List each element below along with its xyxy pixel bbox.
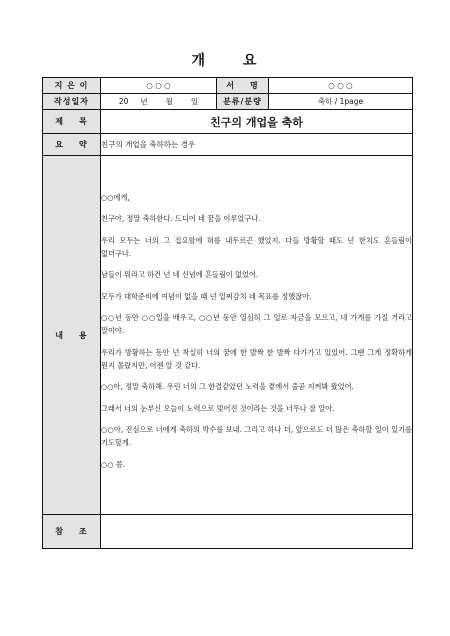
reference-label: 참 조 — [43, 515, 101, 549]
date-year-prefix: 20 — [118, 97, 129, 106]
content-paragraph: 우리 모두는 너의 그 집요함에 혀를 내두르곤 했었지. 다들 방황할 때도 넌 한치도 흔들림이 없더구나. — [101, 235, 412, 258]
document-title — [0, 50, 450, 70]
summary-label: 요 약 — [43, 134, 101, 156]
author-label: 지 은 이 — [43, 78, 101, 94]
content-paragraph: 남들이 뭐라고 하건 넌 네 신념에 흔들림이 없었어. — [101, 270, 259, 280]
author-row — [43, 78, 413, 94]
content-body[interactable] — [101, 156, 413, 515]
reference-row — [43, 515, 413, 549]
content-paragraph: 우리가 방황하는 동안 넌 착실히 너의 꿈에 한 발짝 한 발짝 다가가고 있었어. 그땐 그게 정확하게 뭔지 몰랐지만, 이젠 알 것 같다. — [101, 347, 412, 370]
document-title-left: 개 — [191, 53, 207, 69]
subject-value[interactable]: 친구의 개업을 축하 — [101, 110, 413, 134]
content-paragraph: ○○에게, — [101, 192, 130, 202]
category-value[interactable]: 축하 / 1page — [269, 94, 413, 110]
signature-value[interactable]: ○ ○ ○ — [269, 78, 413, 94]
subject-label: 제 목 — [43, 110, 101, 134]
summary-value[interactable]: 친구의 개업을 축하하는 경우 — [101, 134, 413, 156]
content-paragraph: ○○아, 진심으로 너에게 축하의 박수를 보내. 그리고 하나 더, 앞으로도 더 많은 축하할 일이 있기를 기도할게. — [101, 425, 412, 448]
content-paragraph: ○○ 씀. — [101, 459, 126, 469]
date-year-unit: 년 — [140, 97, 148, 106]
content-paragraph: ○○아, 정말 축하해. 우린 너의 그 한결같았던 노력을 곁에서 줄곧 지켜봐 왔었어. — [101, 382, 354, 392]
content-row — [43, 156, 413, 515]
subject-row — [43, 110, 413, 134]
summary-form — [42, 77, 413, 549]
reference-value[interactable] — [101, 515, 413, 549]
date-label: 작성일자 — [43, 94, 101, 110]
content-paragraph: 그래서 너의 눈부신 오늘이 노력으로 빚어진 것이라는 것을 너무나 잘 알아. — [101, 403, 335, 413]
content-paragraph: 친구야, 정말 축하한다. 드디어 네 꿈을 이루었구나. — [101, 214, 261, 224]
document-title-right: 요 — [243, 53, 259, 69]
date-row — [43, 94, 413, 110]
date-day-unit: 일 — [190, 97, 199, 106]
content-label: 내 용 — [43, 156, 101, 515]
summary-row — [43, 134, 413, 156]
content-paragraph: 모두가 대학준비에 여념이 없을 때 넌 일찌감치 네 목표를 정했잖아. — [101, 291, 312, 301]
author-value[interactable]: ○ ○ ○ — [101, 78, 217, 94]
content-paragraph: ○○년 동안 ○○일을 배우고, ○○년 동안 열심히 그 일로 자금을 모으고, 네 가게를 가질 거라고 말이야. — [101, 313, 412, 336]
date-value[interactable] — [101, 94, 217, 110]
category-label: 분류/분량 — [217, 94, 269, 110]
date-month-unit: 월 — [165, 97, 173, 106]
signature-label: 서 명 — [217, 78, 269, 94]
